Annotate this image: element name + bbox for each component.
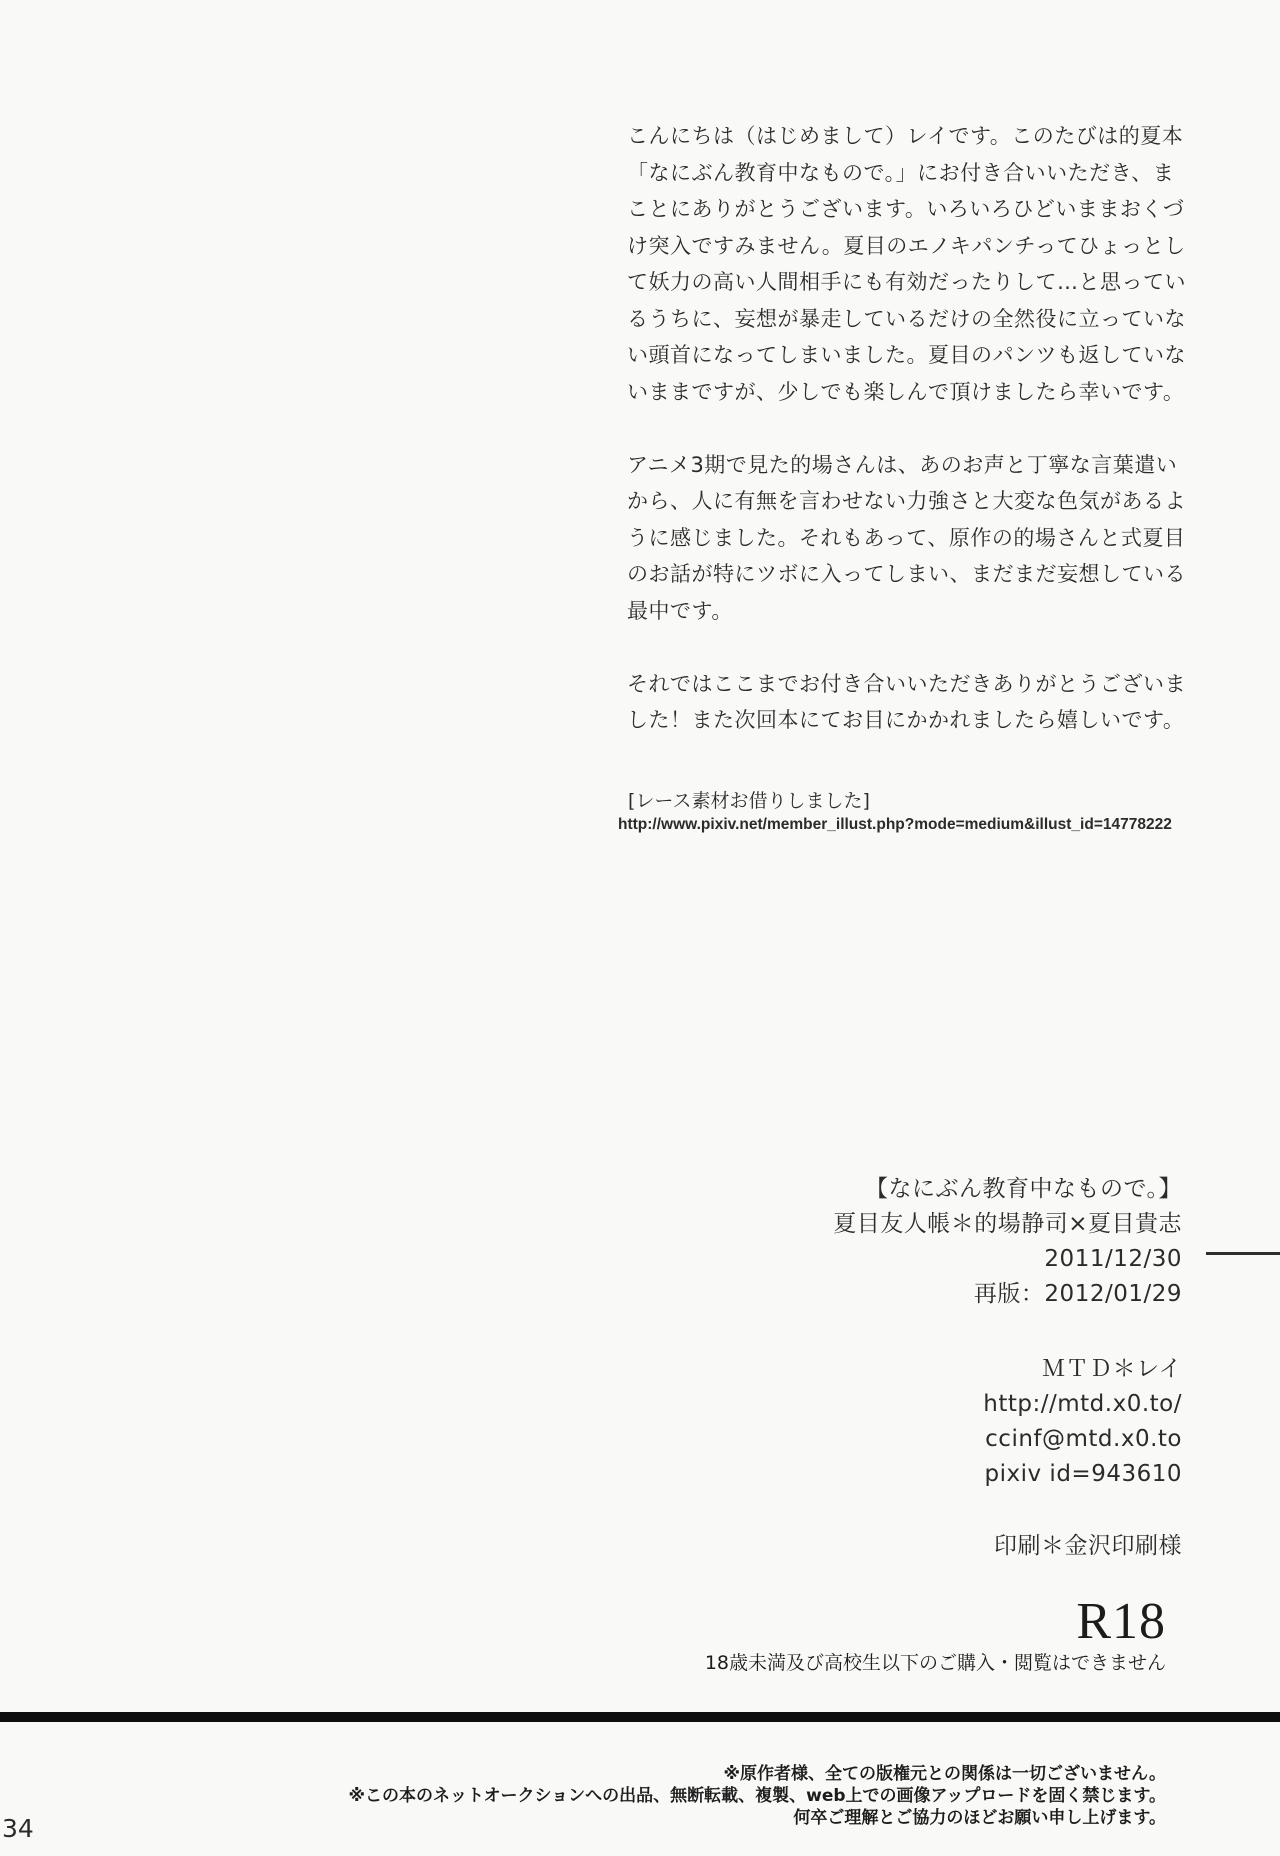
- text-line: 「なにぶん教育中なもので。」にお付き合いいただき、ま: [627, 160, 1175, 185]
- r18-note: 18歳未満及び高校生以下のご購入・閲覧はできません: [704, 1652, 1166, 1674]
- disclaimer-line: ※この本のネットオークションへの出品、無断転載、複製、web上での画像アップロードを固く禁じます。: [348, 1786, 1166, 1806]
- disclaimer-line: ※原作者様、全ての版権元との関係は一切ございません。: [723, 1764, 1166, 1784]
- age-rating: [704, 1593, 1166, 1676]
- printer-credit: 印刷＊金沢印刷様: [994, 1533, 1182, 1559]
- text-line: 最中です。: [627, 598, 733, 623]
- book-title: 【なにぶん教育中なもので。】: [864, 1176, 1182, 1202]
- copyright-disclaimer: [348, 1763, 1166, 1829]
- text-line: うに感じました。それもあって、原作の的場さんと式夏目: [627, 525, 1186, 550]
- circle-website: http://mtd.x0.to/: [983, 1391, 1182, 1417]
- colophon-book-info: [833, 1172, 1182, 1312]
- scan-artifact-line: [1206, 1252, 1280, 1255]
- text-line: て妖力の高い人間相手にも有効だったりして…と思ってい: [627, 270, 1186, 294]
- lace-material-credit: [618, 788, 1172, 836]
- text-line: ことにありがとうございます。いろいろひどいままおくづ: [627, 197, 1185, 221]
- text-line: け突入ですみません。夏目のエノキパンチってひょっとし: [627, 233, 1186, 258]
- afterword-paragraph-3: [627, 666, 1202, 739]
- text-line: いままですが、少しでも楽しんで頂けましたら幸いです。: [627, 379, 1185, 404]
- text-line: から、人に有無を言わせない力強さと大変な色気があるよ: [627, 489, 1186, 513]
- publication-date: 2011/12/30: [1044, 1246, 1182, 1272]
- circle-email: ccinf@mtd.x0.to: [985, 1426, 1182, 1452]
- afterword-text: [627, 118, 1202, 739]
- text-line: それではここまでお付き合いいただきありがとうございま: [627, 671, 1186, 696]
- text-line: アニメ3期で見た的場さんは、あのお声と丁寧な言葉遣い: [627, 452, 1178, 477]
- text-line: した！また次回本にてお目にかかれましたら嬉しいです。: [627, 708, 1185, 732]
- divider-bar: [0, 1712, 1280, 1722]
- disclaimer-line: 何卒ご理解とご協力のほどお願い申し上げます。: [793, 1808, 1166, 1828]
- afterword-paragraph-2: [627, 447, 1202, 630]
- lace-credit-url: http://www.pixiv.net/member_illust.php?mode=medium&illust_id=14778222: [618, 816, 1172, 833]
- series-pairing: 夏目友人帳＊的場静司×夏目貴志: [833, 1211, 1182, 1237]
- r18-label: R18: [1076, 1593, 1166, 1650]
- text-line: のお話が特にツボに入ってしまい、まだまだ妄想している: [627, 562, 1186, 586]
- pixiv-id: pixiv id=943610: [984, 1461, 1182, 1487]
- text-line: こんにちは（はじめまして）レイです。このたびは的夏本: [627, 124, 1184, 148]
- colophon-contact-info: [983, 1352, 1182, 1492]
- text-line: るうちに、妄想が暴走しているだけの全然役に立っていな: [627, 306, 1186, 331]
- circle-name: ＭＴＤ＊レイ: [1042, 1356, 1182, 1382]
- afterword-paragraph-1: [627, 118, 1202, 410]
- text-line: い頭首になってしまいました。夏目のパンツも返していな: [627, 343, 1186, 367]
- page-number: 34: [2, 1814, 34, 1843]
- reprint-date: 再版：2012/01/29: [973, 1281, 1182, 1307]
- lace-credit-label: [レース素材お借りしました]: [628, 790, 870, 812]
